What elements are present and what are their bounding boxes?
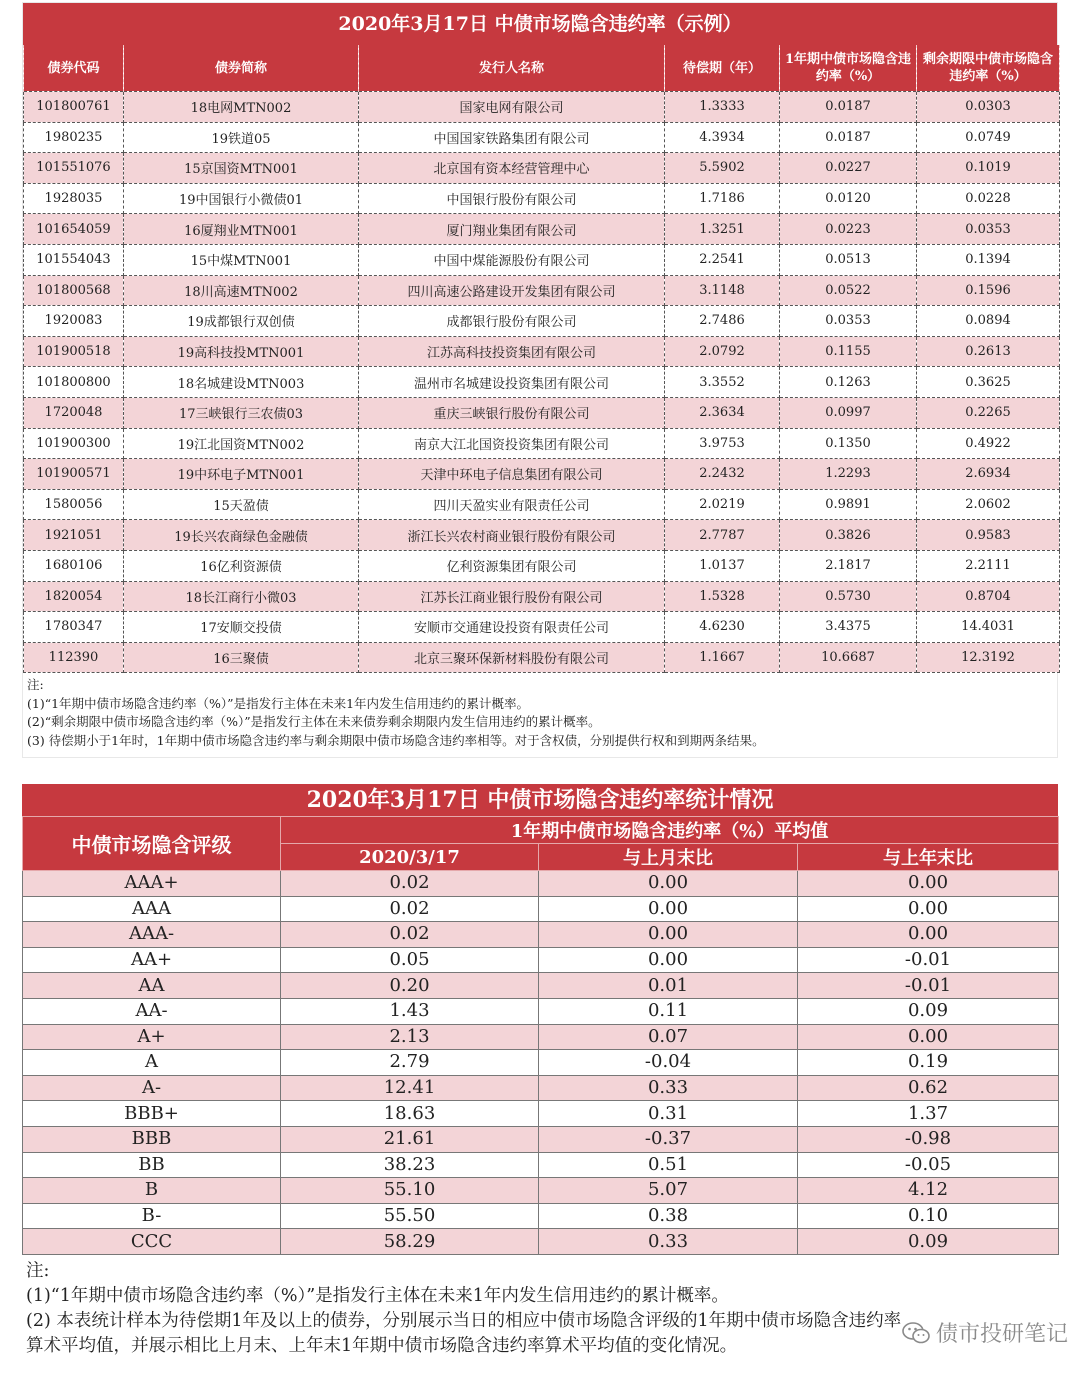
table-row (23, 1152, 1059, 1178)
cell-bond-code: 101554043 (24, 244, 124, 275)
cell-1y-default-rate: 2.1817 (780, 550, 917, 581)
watermark (902, 1317, 1068, 1348)
note-line: 算术平均值，并展示相比上月末、上年末1年期中债市场隐含违约率算术平均值的变化情况。 (26, 1335, 738, 1356)
cell-change-vs-last-year: 0.00 (798, 922, 1059, 948)
note-line: 注: (26, 1260, 50, 1281)
table-row (24, 275, 1060, 306)
cell-implied-rating: A+ (23, 1024, 281, 1050)
table-row (23, 1229, 1059, 1255)
cell-remaining-term: 2.7787 (665, 520, 780, 551)
cell-change-vs-last-year: 0.00 (798, 871, 1059, 897)
cell-bond-code: 101551076 (24, 153, 124, 184)
cell-issuer-name: 中国银行股份有限公司 (359, 183, 665, 214)
cell-bond-short-name: 18名城建设MTN003 (124, 367, 359, 398)
cell-bond-short-name: 19江北国资MTN002 (124, 428, 359, 459)
cell-remaining-default-rate: 12.3192 (917, 642, 1060, 673)
cell-issuer-name: 国家电网有限公司 (359, 92, 665, 123)
table-row (24, 244, 1060, 275)
cell-bond-code: 1980235 (24, 122, 124, 153)
cell-1y-default-rate: 0.0997 (780, 397, 917, 428)
cell-average-rate: 55.10 (281, 1178, 539, 1204)
implied-default-rate-example-panel (22, 2, 1058, 758)
cell-bond-code: 1920083 (24, 306, 124, 337)
cell-average-rate: 1.43 (281, 998, 539, 1024)
table-row (23, 998, 1059, 1024)
cell-average-rate: 55.50 (281, 1203, 539, 1229)
cell-issuer-name: 安顺市交通建设投资有限责任公司 (359, 612, 665, 643)
table-row (24, 336, 1060, 367)
table-row (23, 1178, 1059, 1204)
cell-change-vs-last-month: 0.51 (539, 1152, 798, 1178)
cell-change-vs-last-month: 0.00 (539, 922, 798, 948)
cell-remaining-term: 2.2541 (665, 244, 780, 275)
cell-bond-code: 1720048 (24, 397, 124, 428)
cell-issuer-name: 成都银行股份有限公司 (359, 306, 665, 337)
cell-issuer-name: 亿利资源集团有限公司 (359, 550, 665, 581)
cell-average-rate: 0.05 (281, 947, 539, 973)
header-1y-default-rate: 1年期中债市场隐含违约率（%） (780, 45, 917, 92)
cell-average-rate: 18.63 (281, 1101, 539, 1127)
cell-1y-default-rate: 0.0227 (780, 153, 917, 184)
cell-remaining-term: 1.3333 (665, 92, 780, 123)
cell-bond-code: 1928035 (24, 183, 124, 214)
cell-implied-rating: B (23, 1178, 281, 1204)
header-bond-short-name: 债券简称 (124, 45, 359, 92)
cell-implied-rating: BBB (23, 1126, 281, 1152)
cell-change-vs-last-year: 0.09 (798, 998, 1059, 1024)
cell-change-vs-last-year: 0.00 (798, 896, 1059, 922)
cell-bond-short-name: 19高科技投MTN001 (124, 336, 359, 367)
cell-1y-default-rate: 0.0187 (780, 92, 917, 123)
cell-1y-default-rate: 0.0522 (780, 275, 917, 306)
cell-issuer-name: 四川高速公路建设开发集团有限公司 (359, 275, 665, 306)
cell-1y-default-rate: 0.0120 (780, 183, 917, 214)
note-line: (1)“1年期中债市场隐含违约率（%）”是指发行主体在未来1年内发生信用违约的累计概率。 (26, 1285, 729, 1306)
cell-bond-short-name: 15京国资MTN001 (124, 153, 359, 184)
table-row (24, 306, 1060, 337)
cell-average-rate: 0.20 (281, 973, 539, 999)
cell-bond-short-name: 19中国银行小微债01 (124, 183, 359, 214)
cell-change-vs-last-year: 0.09 (798, 1229, 1059, 1255)
cell-issuer-name: 重庆三峡银行股份有限公司 (359, 397, 665, 428)
cell-average-rate: 12.41 (281, 1075, 539, 1101)
cell-change-vs-last-month: 0.00 (539, 896, 798, 922)
wechat-icon (902, 1321, 930, 1345)
cell-change-vs-last-year: 4.12 (798, 1178, 1059, 1204)
table-row (24, 581, 1060, 612)
cell-change-vs-last-year: 0.00 (798, 1024, 1059, 1050)
table-row (24, 122, 1060, 153)
cell-implied-rating: A (23, 1050, 281, 1076)
cell-bond-code: 1680106 (24, 550, 124, 581)
table2-header-row-1 (23, 817, 1059, 844)
cell-average-rate: 0.02 (281, 922, 539, 948)
cell-1y-default-rate: 3.4375 (780, 612, 917, 643)
cell-issuer-name: 北京三聚环保新材料股份有限公司 (359, 642, 665, 673)
cell-implied-rating: BBB+ (23, 1101, 281, 1127)
cell-average-rate: 2.79 (281, 1050, 539, 1076)
cell-implied-rating: A- (23, 1075, 281, 1101)
cell-remaining-term: 3.1148 (665, 275, 780, 306)
cell-remaining-default-rate: 0.0749 (917, 122, 1060, 153)
cell-bond-short-name: 19中环电子MTN001 (124, 459, 359, 490)
cell-remaining-default-rate: 0.2265 (917, 397, 1060, 428)
table-row (24, 428, 1060, 459)
header-vs-last-year: 与上年末比 (798, 844, 1059, 871)
cell-remaining-default-rate: 0.1019 (917, 153, 1060, 184)
cell-remaining-term: 5.5902 (665, 153, 780, 184)
table-row (23, 896, 1059, 922)
cell-bond-code: 101800761 (24, 92, 124, 123)
table-row (24, 183, 1060, 214)
note-line: (2)“剩余期限中债市场隐含违约率（%）”是指发行主体在未来债券剩余期限内发生信用违约的累计概率。 (27, 714, 601, 730)
table-row (24, 459, 1060, 490)
cell-remaining-default-rate: 0.2613 (917, 336, 1060, 367)
table-row (23, 1203, 1059, 1229)
cell-remaining-term: 1.3251 (665, 214, 780, 245)
cell-bond-code: 101800800 (24, 367, 124, 398)
cell-bond-code: 1780347 (24, 612, 124, 643)
cell-change-vs-last-month: -0.37 (539, 1126, 798, 1152)
cell-issuer-name: 温州市名城建设投资集团有限公司 (359, 367, 665, 398)
cell-bond-code: 101800568 (24, 275, 124, 306)
cell-change-vs-last-year: -0.01 (798, 947, 1059, 973)
cell-change-vs-last-year: 0.62 (798, 1075, 1059, 1101)
cell-remaining-default-rate: 0.9583 (917, 520, 1060, 551)
cell-implied-rating: CCC (23, 1229, 281, 1255)
table-row (23, 871, 1059, 897)
note-line: (2) 本表统计样本为待偿期1年及以上的债券，分别展示当日的相应中债市场隐含评级的1年期中债市场隐含违约率 (26, 1310, 902, 1331)
cell-1y-default-rate: 0.1350 (780, 428, 917, 459)
cell-average-rate: 38.23 (281, 1152, 539, 1178)
cell-average-rate: 0.02 (281, 896, 539, 922)
header-1y-average: 1年期中债市场隐含违约率（%）平均值 (281, 817, 1059, 844)
cell-change-vs-last-month: 0.31 (539, 1101, 798, 1127)
cell-average-rate: 21.61 (281, 1126, 539, 1152)
header-bond-code: 债券代码 (24, 45, 124, 92)
cell-1y-default-rate: 0.3826 (780, 520, 917, 551)
cell-remaining-default-rate: 14.4031 (917, 612, 1060, 643)
cell-change-vs-last-year: 0.19 (798, 1050, 1059, 1076)
header-remaining-term: 待偿期（年） (665, 45, 780, 92)
cell-change-vs-last-month: 0.38 (539, 1203, 798, 1229)
cell-bond-short-name: 17安顺交投债 (124, 612, 359, 643)
table1-notes (23, 673, 1057, 750)
cell-change-vs-last-month: 0.33 (539, 1075, 798, 1101)
cell-average-rate: 58.29 (281, 1229, 539, 1255)
cell-bond-short-name: 18电网MTN002 (124, 92, 359, 123)
cell-issuer-name: 中国中煤能源股份有限公司 (359, 244, 665, 275)
cell-1y-default-rate: 10.6687 (780, 642, 917, 673)
cell-average-rate: 2.13 (281, 1024, 539, 1050)
table-row (23, 1050, 1059, 1076)
note-line: (3) 待偿期小于1年时，1年期中债市场隐含违约率与剩余期限中债市场隐含违约率相等。对于含权债，分别提供行权和到期两条结果。 (27, 732, 765, 748)
watermark-text: 债市投研笔记 (935, 1322, 1068, 1347)
cell-1y-default-rate: 0.9891 (780, 489, 917, 520)
implied-default-rate-stats-panel (22, 784, 1058, 1382)
table-row (24, 642, 1060, 673)
cell-remaining-default-rate: 0.0303 (917, 92, 1060, 123)
cell-average-rate: 0.02 (281, 871, 539, 897)
cell-issuer-name: 江苏长江商业银行股份有限公司 (359, 581, 665, 612)
cell-remaining-term: 1.1667 (665, 642, 780, 673)
cell-change-vs-last-month: 0.07 (539, 1024, 798, 1050)
cell-bond-short-name: 18长江商行小微03 (124, 581, 359, 612)
cell-implied-rating: BB (23, 1152, 281, 1178)
cell-implied-rating: AA+ (23, 947, 281, 973)
cell-change-vs-last-month: 0.01 (539, 973, 798, 999)
cell-issuer-name: 四川天盈实业有限责任公司 (359, 489, 665, 520)
cell-1y-default-rate: 0.5730 (780, 581, 917, 612)
table1-title: 2020年3月17日 中债市场隐含违约率（示例） (23, 3, 1057, 45)
cell-bond-short-name: 19长兴农商绿色金融债 (124, 520, 359, 551)
cell-change-vs-last-month: -0.04 (539, 1050, 798, 1076)
cell-implied-rating: AAA+ (23, 871, 281, 897)
cell-remaining-default-rate: 0.0894 (917, 306, 1060, 337)
cell-bond-short-name: 18川高速MTN002 (124, 275, 359, 306)
cell-bond-short-name: 16三聚债 (124, 642, 359, 673)
cell-issuer-name: 浙江长兴农村商业银行股份有限公司 (359, 520, 665, 551)
cell-remaining-default-rate: 0.4922 (917, 428, 1060, 459)
cell-change-vs-last-month: 5.07 (539, 1178, 798, 1204)
cell-1y-default-rate: 0.1155 (780, 336, 917, 367)
cell-1y-default-rate: 0.1263 (780, 367, 917, 398)
cell-bond-short-name: 16亿利资源债 (124, 550, 359, 581)
table-row (24, 612, 1060, 643)
cell-1y-default-rate: 1.2293 (780, 459, 917, 490)
table-row (24, 489, 1060, 520)
cell-bond-short-name: 16厦翔业MTN001 (124, 214, 359, 245)
cell-remaining-term: 2.0219 (665, 489, 780, 520)
example-bonds-table (23, 45, 1060, 673)
cell-issuer-name: 江苏高科技投资集团有限公司 (359, 336, 665, 367)
cell-implied-rating: AA- (23, 998, 281, 1024)
table-row (24, 153, 1060, 184)
cell-change-vs-last-year: -0.05 (798, 1152, 1059, 1178)
table1-header-row (24, 45, 1060, 92)
cell-change-vs-last-month: 0.11 (539, 998, 798, 1024)
header-date: 2020/3/17 (281, 844, 539, 871)
cell-bond-short-name: 15中煤MTN001 (124, 244, 359, 275)
table-row (23, 922, 1059, 948)
cell-issuer-name: 天津中环电子信息集团有限公司 (359, 459, 665, 490)
cell-remaining-term: 3.9753 (665, 428, 780, 459)
cell-remaining-term: 2.7486 (665, 306, 780, 337)
cell-remaining-term: 2.2432 (665, 459, 780, 490)
table-row (24, 92, 1060, 123)
cell-remaining-default-rate: 0.8704 (917, 581, 1060, 612)
table-row (23, 1101, 1059, 1127)
rating-stats-table (22, 816, 1059, 1255)
cell-bond-short-name: 19成都银行双创债 (124, 306, 359, 337)
table-row (23, 973, 1059, 999)
cell-implied-rating: B- (23, 1203, 281, 1229)
cell-1y-default-rate: 0.0187 (780, 122, 917, 153)
cell-bond-code: 101900300 (24, 428, 124, 459)
cell-remaining-default-rate: 0.0353 (917, 214, 1060, 245)
cell-implied-rating: AAA- (23, 922, 281, 948)
table-row (24, 214, 1060, 245)
cell-remaining-term: 1.5328 (665, 581, 780, 612)
cell-issuer-name: 南京大江北国资投资集团有限公司 (359, 428, 665, 459)
cell-implied-rating: AA (23, 973, 281, 999)
cell-remaining-term: 1.0137 (665, 550, 780, 581)
cell-bond-short-name: 19铁道05 (124, 122, 359, 153)
cell-remaining-default-rate: 2.0602 (917, 489, 1060, 520)
cell-bond-code: 101654059 (24, 214, 124, 245)
cell-remaining-default-rate: 2.6934 (917, 459, 1060, 490)
cell-remaining-default-rate: 0.1394 (917, 244, 1060, 275)
table-row (23, 947, 1059, 973)
cell-bond-short-name: 15天盈债 (124, 489, 359, 520)
cell-remaining-default-rate: 2.2111 (917, 550, 1060, 581)
note-line: (1)“1年期中债市场隐含违约率（%）”是指发行主体在未来1年内发生信用违约的累计概率。 (27, 695, 530, 711)
cell-remaining-term: 2.0792 (665, 336, 780, 367)
cell-change-vs-last-month: 0.00 (539, 947, 798, 973)
cell-change-vs-last-year: 1.37 (798, 1101, 1059, 1127)
table2-title: 2020年3月17日 中债市场隐含违约率统计情况 (22, 784, 1058, 816)
cell-remaining-default-rate: 0.3625 (917, 367, 1060, 398)
header-remaining-default-rate: 剩余期限中债市场隐含违约率（%） (917, 45, 1060, 92)
table-row (23, 1075, 1059, 1101)
table-row (24, 367, 1060, 398)
cell-bond-code: 101900518 (24, 336, 124, 367)
cell-bond-code: 1580056 (24, 489, 124, 520)
cell-bond-code: 101900571 (24, 459, 124, 490)
header-implied-rating: 中债市场隐含评级 (23, 817, 281, 871)
cell-bond-short-name: 17三峡银行三农债03 (124, 397, 359, 428)
cell-change-vs-last-year: -0.01 (798, 973, 1059, 999)
cell-implied-rating: AAA (23, 896, 281, 922)
table-row (24, 550, 1060, 581)
cell-issuer-name: 厦门翔业集团有限公司 (359, 214, 665, 245)
note-line: 注: (27, 677, 44, 693)
cell-bond-code: 1921051 (24, 520, 124, 551)
cell-remaining-term: 3.3552 (665, 367, 780, 398)
cell-change-vs-last-year: -0.98 (798, 1126, 1059, 1152)
cell-change-vs-last-month: 0.33 (539, 1229, 798, 1255)
cell-remaining-default-rate: 0.1596 (917, 275, 1060, 306)
cell-remaining-term: 4.3934 (665, 122, 780, 153)
table-row (23, 1126, 1059, 1152)
table-row (24, 520, 1060, 551)
cell-remaining-term: 4.6230 (665, 612, 780, 643)
cell-remaining-default-rate: 0.0228 (917, 183, 1060, 214)
cell-1y-default-rate: 0.0223 (780, 214, 917, 245)
cell-1y-default-rate: 0.0513 (780, 244, 917, 275)
cell-change-vs-last-year: 0.10 (798, 1203, 1059, 1229)
cell-remaining-term: 2.3634 (665, 397, 780, 428)
cell-remaining-term: 1.7186 (665, 183, 780, 214)
cell-issuer-name: 北京国有资本经营管理中心 (359, 153, 665, 184)
table-row (24, 397, 1060, 428)
cell-bond-code: 112390 (24, 642, 124, 673)
header-vs-last-month: 与上月末比 (539, 844, 798, 871)
cell-issuer-name: 中国国家铁路集团有限公司 (359, 122, 665, 153)
cell-bond-code: 1820054 (24, 581, 124, 612)
header-issuer-name: 发行人名称 (359, 45, 665, 92)
cell-change-vs-last-month: 0.00 (539, 871, 798, 897)
table-row (23, 1024, 1059, 1050)
cell-1y-default-rate: 0.0353 (780, 306, 917, 337)
